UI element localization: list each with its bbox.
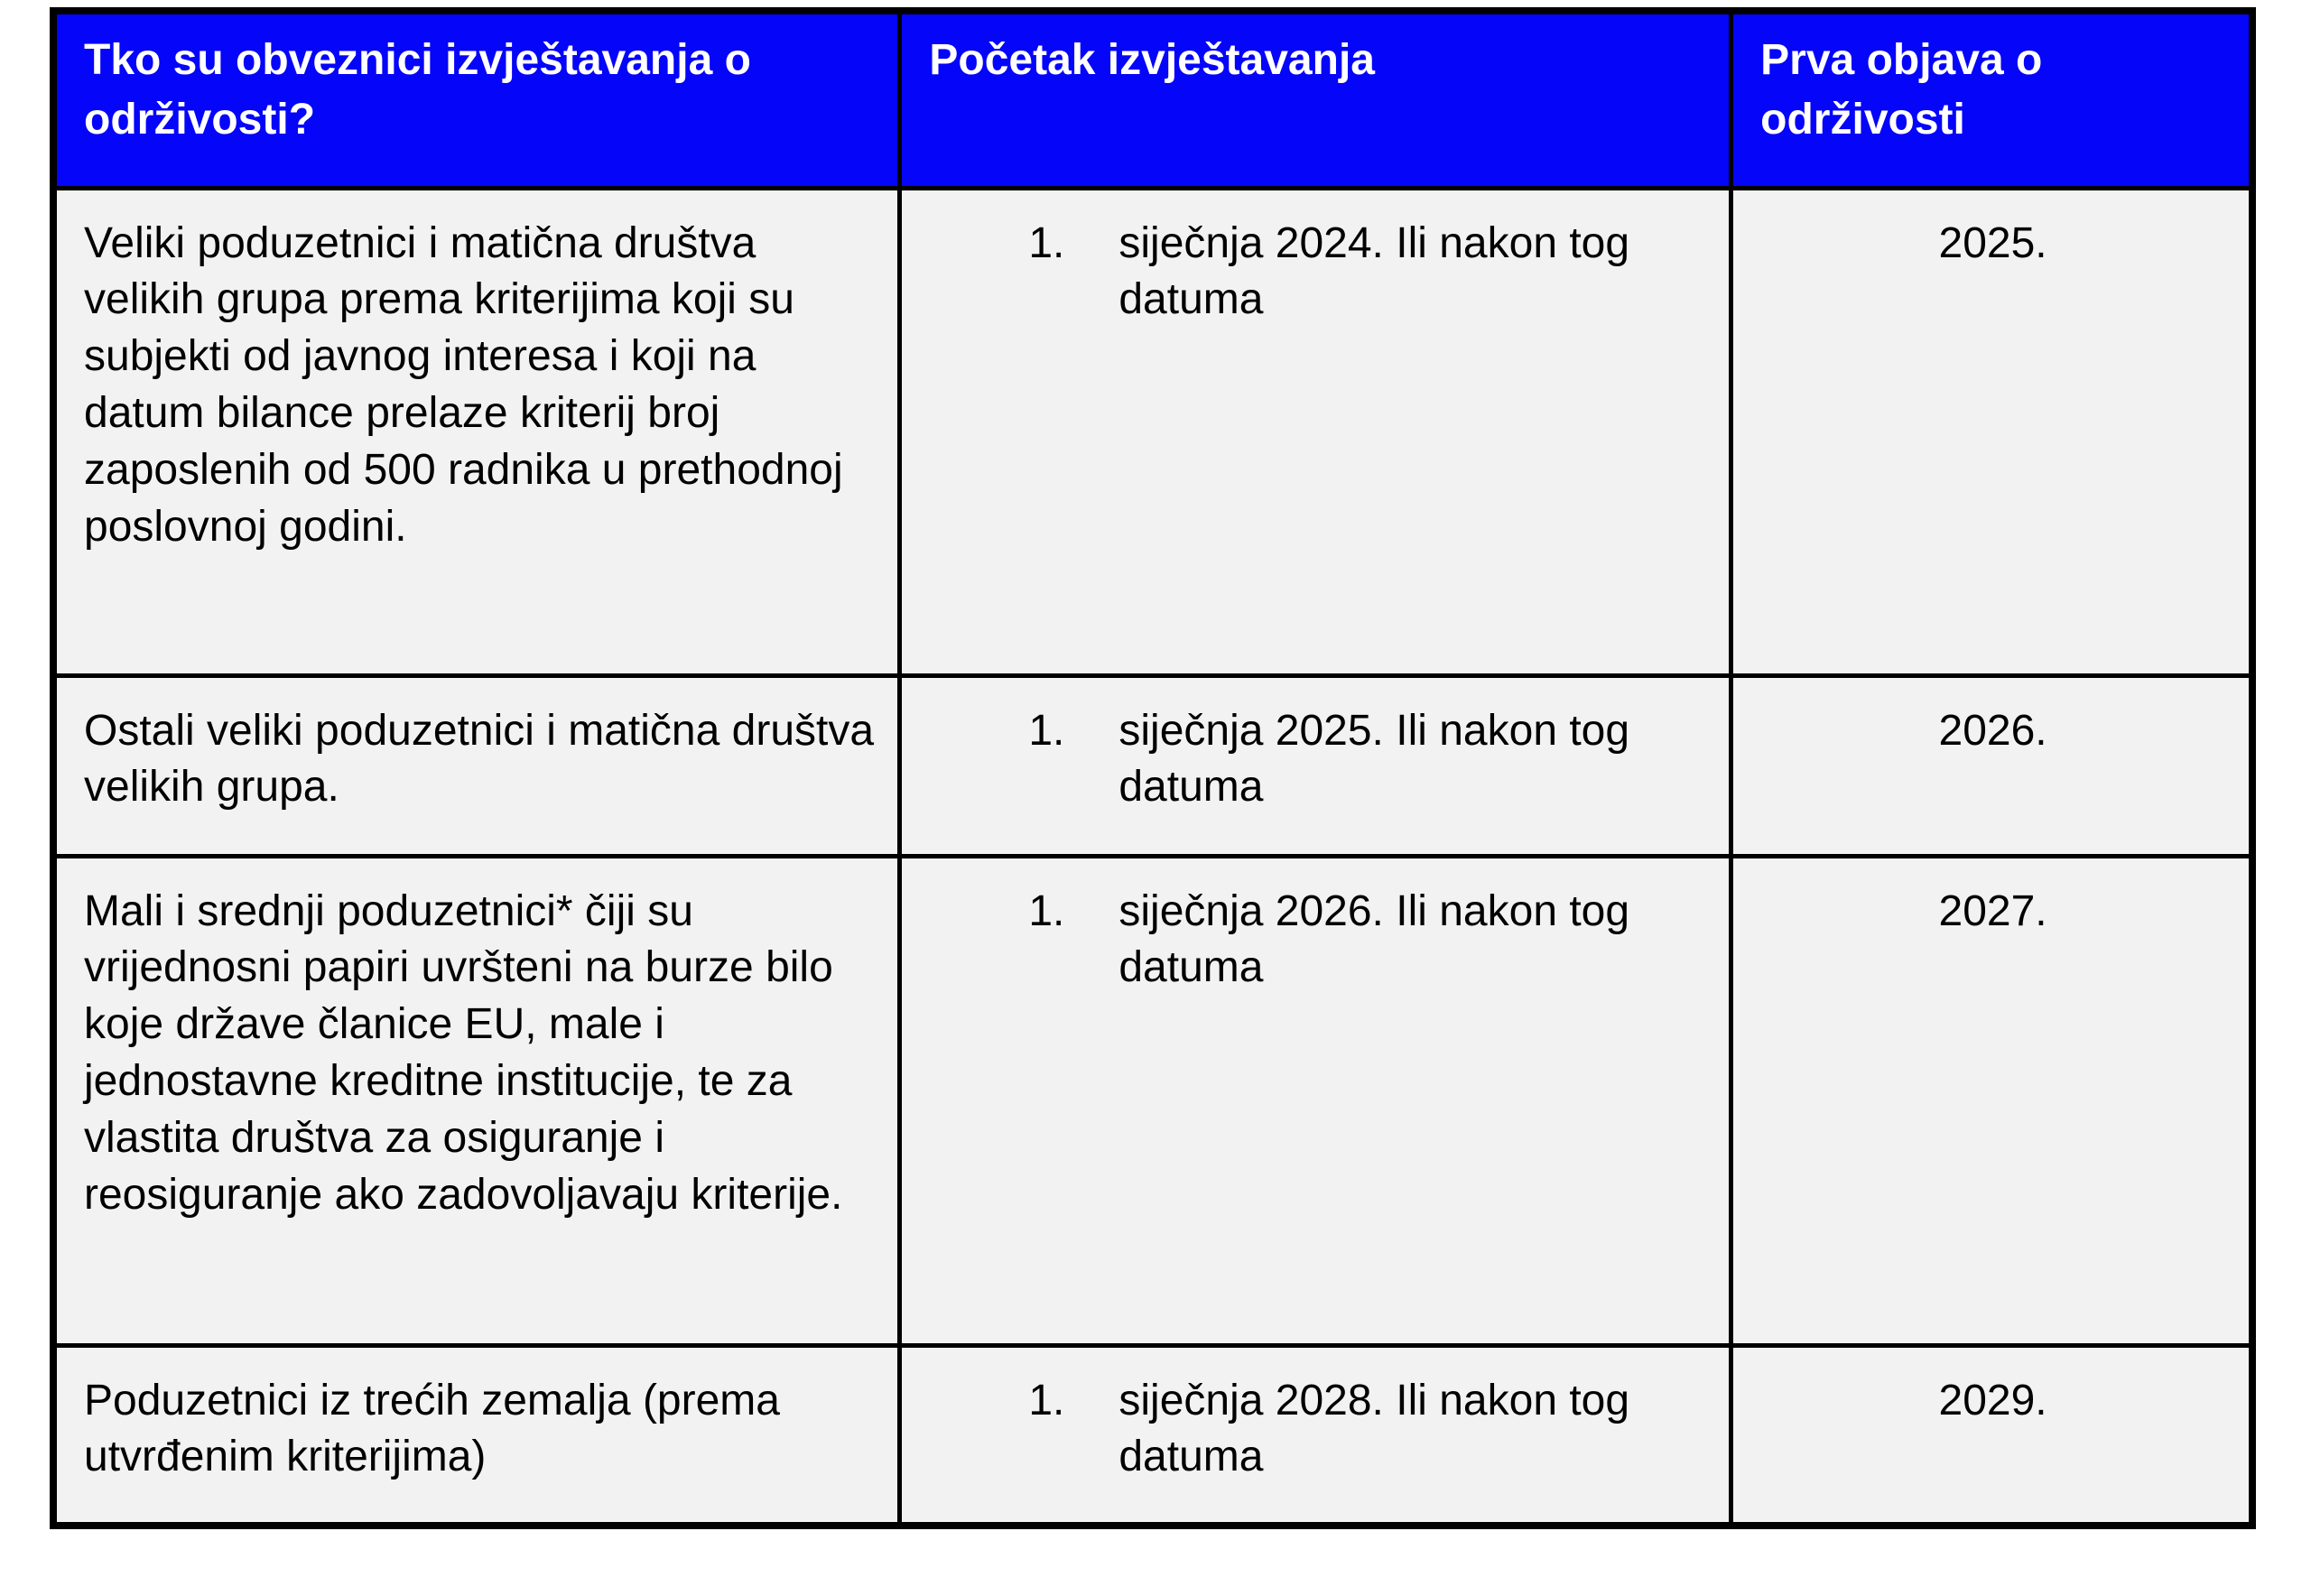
column-header-first-publication: Prva objava o održivosti	[1731, 11, 2252, 188]
list-number: 1.	[1028, 1376, 1065, 1424]
table-row	[53, 188, 2252, 675]
first-publication-cell: 2025.	[1731, 188, 2252, 675]
reporting-start-text: siječnja 2024. Ili nakon tog datuma	[1118, 218, 1630, 324]
obligor-cell: Ostali veliki poduzetnici i matična društva velikih grupa.	[53, 675, 900, 856]
table-row	[53, 1345, 2252, 1526]
numbered-list-item	[1028, 884, 1705, 998]
reporting-start-text: siječnja 2026. Ili nakon tog datuma	[1118, 886, 1630, 992]
reporting-start-cell	[900, 1345, 1731, 1526]
list-number: 1.	[1028, 218, 1065, 267]
first-publication-cell: 2027.	[1731, 856, 2252, 1345]
table-row	[53, 675, 2252, 856]
column-header-obligors: Tko su obveznici izvještavanja o održivosti?	[53, 11, 900, 188]
numbered-list-item	[1028, 1373, 1705, 1487]
reporting-start-cell	[900, 188, 1731, 675]
reporting-start-text: siječnja 2028. Ili nakon tog datuma	[1118, 1376, 1630, 1481]
sustainability-reporting-table	[50, 7, 2256, 1529]
first-publication-cell: 2029.	[1731, 1345, 2252, 1526]
table-row	[53, 856, 2252, 1345]
obligor-cell: Poduzetnici iz trećih zemalja (prema utvrđenim kriterijima)	[53, 1345, 900, 1526]
first-publication-cell: 2026.	[1731, 675, 2252, 856]
numbered-list-item	[1028, 216, 1705, 329]
reporting-start-text: siječnja 2025. Ili nakon tog datuma	[1118, 706, 1630, 812]
list-number: 1.	[1028, 706, 1065, 755]
reporting-start-cell	[900, 675, 1731, 856]
table-header-row	[53, 11, 2252, 188]
obligor-cell: Veliki poduzetnici i matična društva velikih grupa prema kriterijima koji su subjekti od javnog interesa i koji na datum bilance prelaze kriterij broj zaposlenih od 500 radnika u prethodnoj poslovnoj godini.	[53, 188, 900, 675]
column-header-reporting-start: Početak izvještavanja	[900, 11, 1731, 188]
obligor-cell: Mali i srednji poduzetnici* čiji su vrijednosni papiri uvršteni na burze bilo koje države članice EU, male i jednostavne kreditne institucije, te za vlastita društva za osiguranje i reosiguranje ako zadovoljavaju kriterije.	[53, 856, 900, 1345]
reporting-start-cell	[900, 856, 1731, 1345]
numbered-list-item	[1028, 703, 1705, 817]
list-number: 1.	[1028, 886, 1065, 935]
